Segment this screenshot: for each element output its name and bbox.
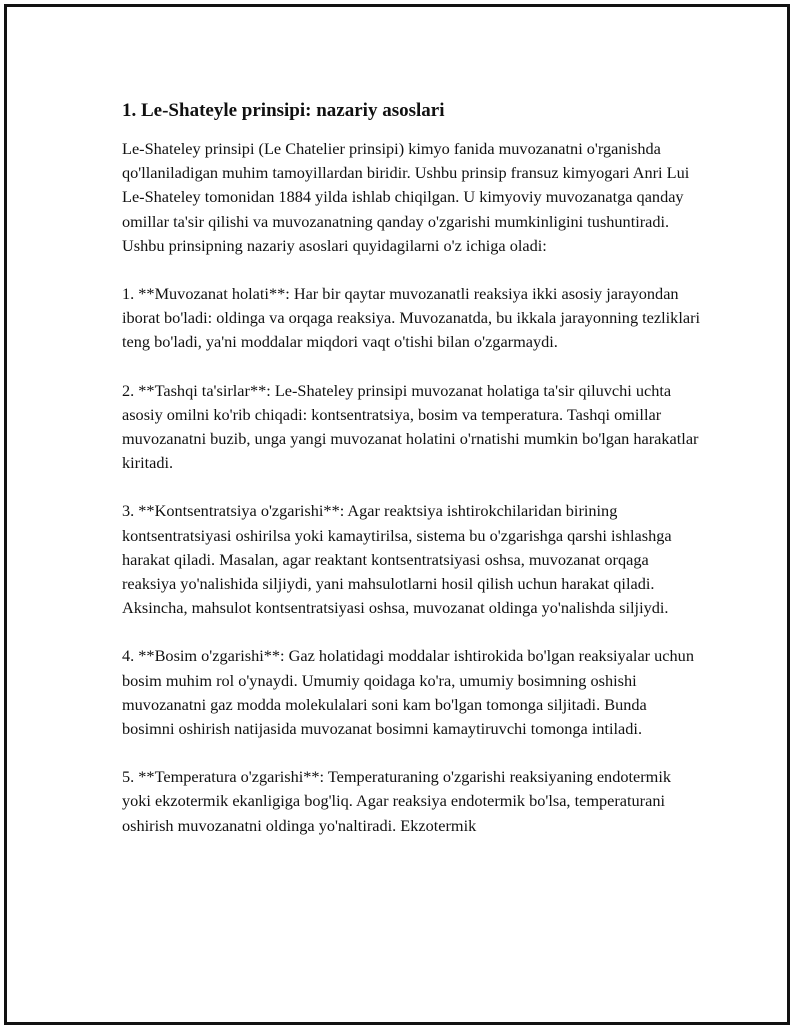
paragraph-pressure-change: 4. **Bosim o'zgarishi**: Gaz holatidagi moddalar ishtirokida bo'lgan reaksiyalar uchun bosim muhim rol o'ynaydi. Umumiy qoidaga ko'ra, umumiy bosimning oshishi muvozanatni gaz modda molekulalari soni kam bo'lgan tomonga siljitadi. Bunda bosimni oshirish natijasida muvozanat bosimni kamaytiruvchi tomonga intiladi. <box>122 646 694 739</box>
paragraph-external-factors: 2. **Tashqi ta'sirlar**: Le-Shateley prinsipi muvozanat holatiga ta'sir qiluvchi uchta asosiy omilni ko'rib chiqadi: kontsentratsiya, bosim va temperatura. Tashqi omillar muvozanatni buzib, unga yangi muvozanat holatini o'rnatishi mumkin bo'lgan harakatlar kiritadi. <box>122 380 699 473</box>
document-body <box>122 99 702 862</box>
document-page <box>4 4 790 1025</box>
section-heading: 1. Le-Shateyle prinsipi: nazariy asoslari <box>122 100 445 121</box>
paragraph-concentration-change: 3. **Kontsentratsiya o'zgarishi**: Agar reaktsiya ishtirokchilaridan birining kontsentratsiyasi oshirilsa yoki kamaytirilsa, sistema bu o'zgarishga qarshi ishlashga harakat qiladi. Masalan, agar reaktant kontsentratsiyasi oshsa, muvozanat orqaga reaksiya yo'nalishida siljiydi, yani mahsulotlarni hosil qilish uchun harakat qiladi. Aksincha, mahsulot kontsentratsiyasi oshsa, muvozanat oldinga yo'nalishda siljiydi. <box>122 501 672 618</box>
paragraph-temperature-change: 5. **Temperatura o'zgarishi**: Temperaturaning o'zgarishi reaksiyaning endotermik yoki ekzotermik ekanligiga bog'liq. Agar reaksiya endotermik bo'lsa, temperaturani oshirish muvozanatni oldinga yo'naltiradi. Ekzotermik <box>122 767 671 835</box>
intro-paragraph: Le-Shateley prinsipi (Le Chatelier prinsipi) kimyo fanida muvozanatni o'rganishda qo'llaniladigan muhim tamoyillardan biridir. Ushbu prinsip fransuz kimyogari Anri Lui Le-Shateley tomonidan 1884 yilda ishlab chiqilgan. U kimyoviy muvozanatga qanday omillar ta'sir qilishi va muvozanatning qanday o'zgarishi mumkinligini tushuntiradi. Ushbu prinsipning nazariy asoslari quyidagilarni o'z ichiga oladi: <box>122 139 690 255</box>
paragraph-equilibrium-state: 1. **Muvozanat holati**: Har bir qaytar muvozanatli reaksiya ikki asosiy jarayondan iborat bo'ladi: oldinga va orqaga reaksiya. Muvozanatda, bu ikkala jarayonning tezliklari teng bo'ladi, ya'ni moddalar miqdori vaqt o'tishi bilan o'zgarmaydi. <box>122 284 701 352</box>
